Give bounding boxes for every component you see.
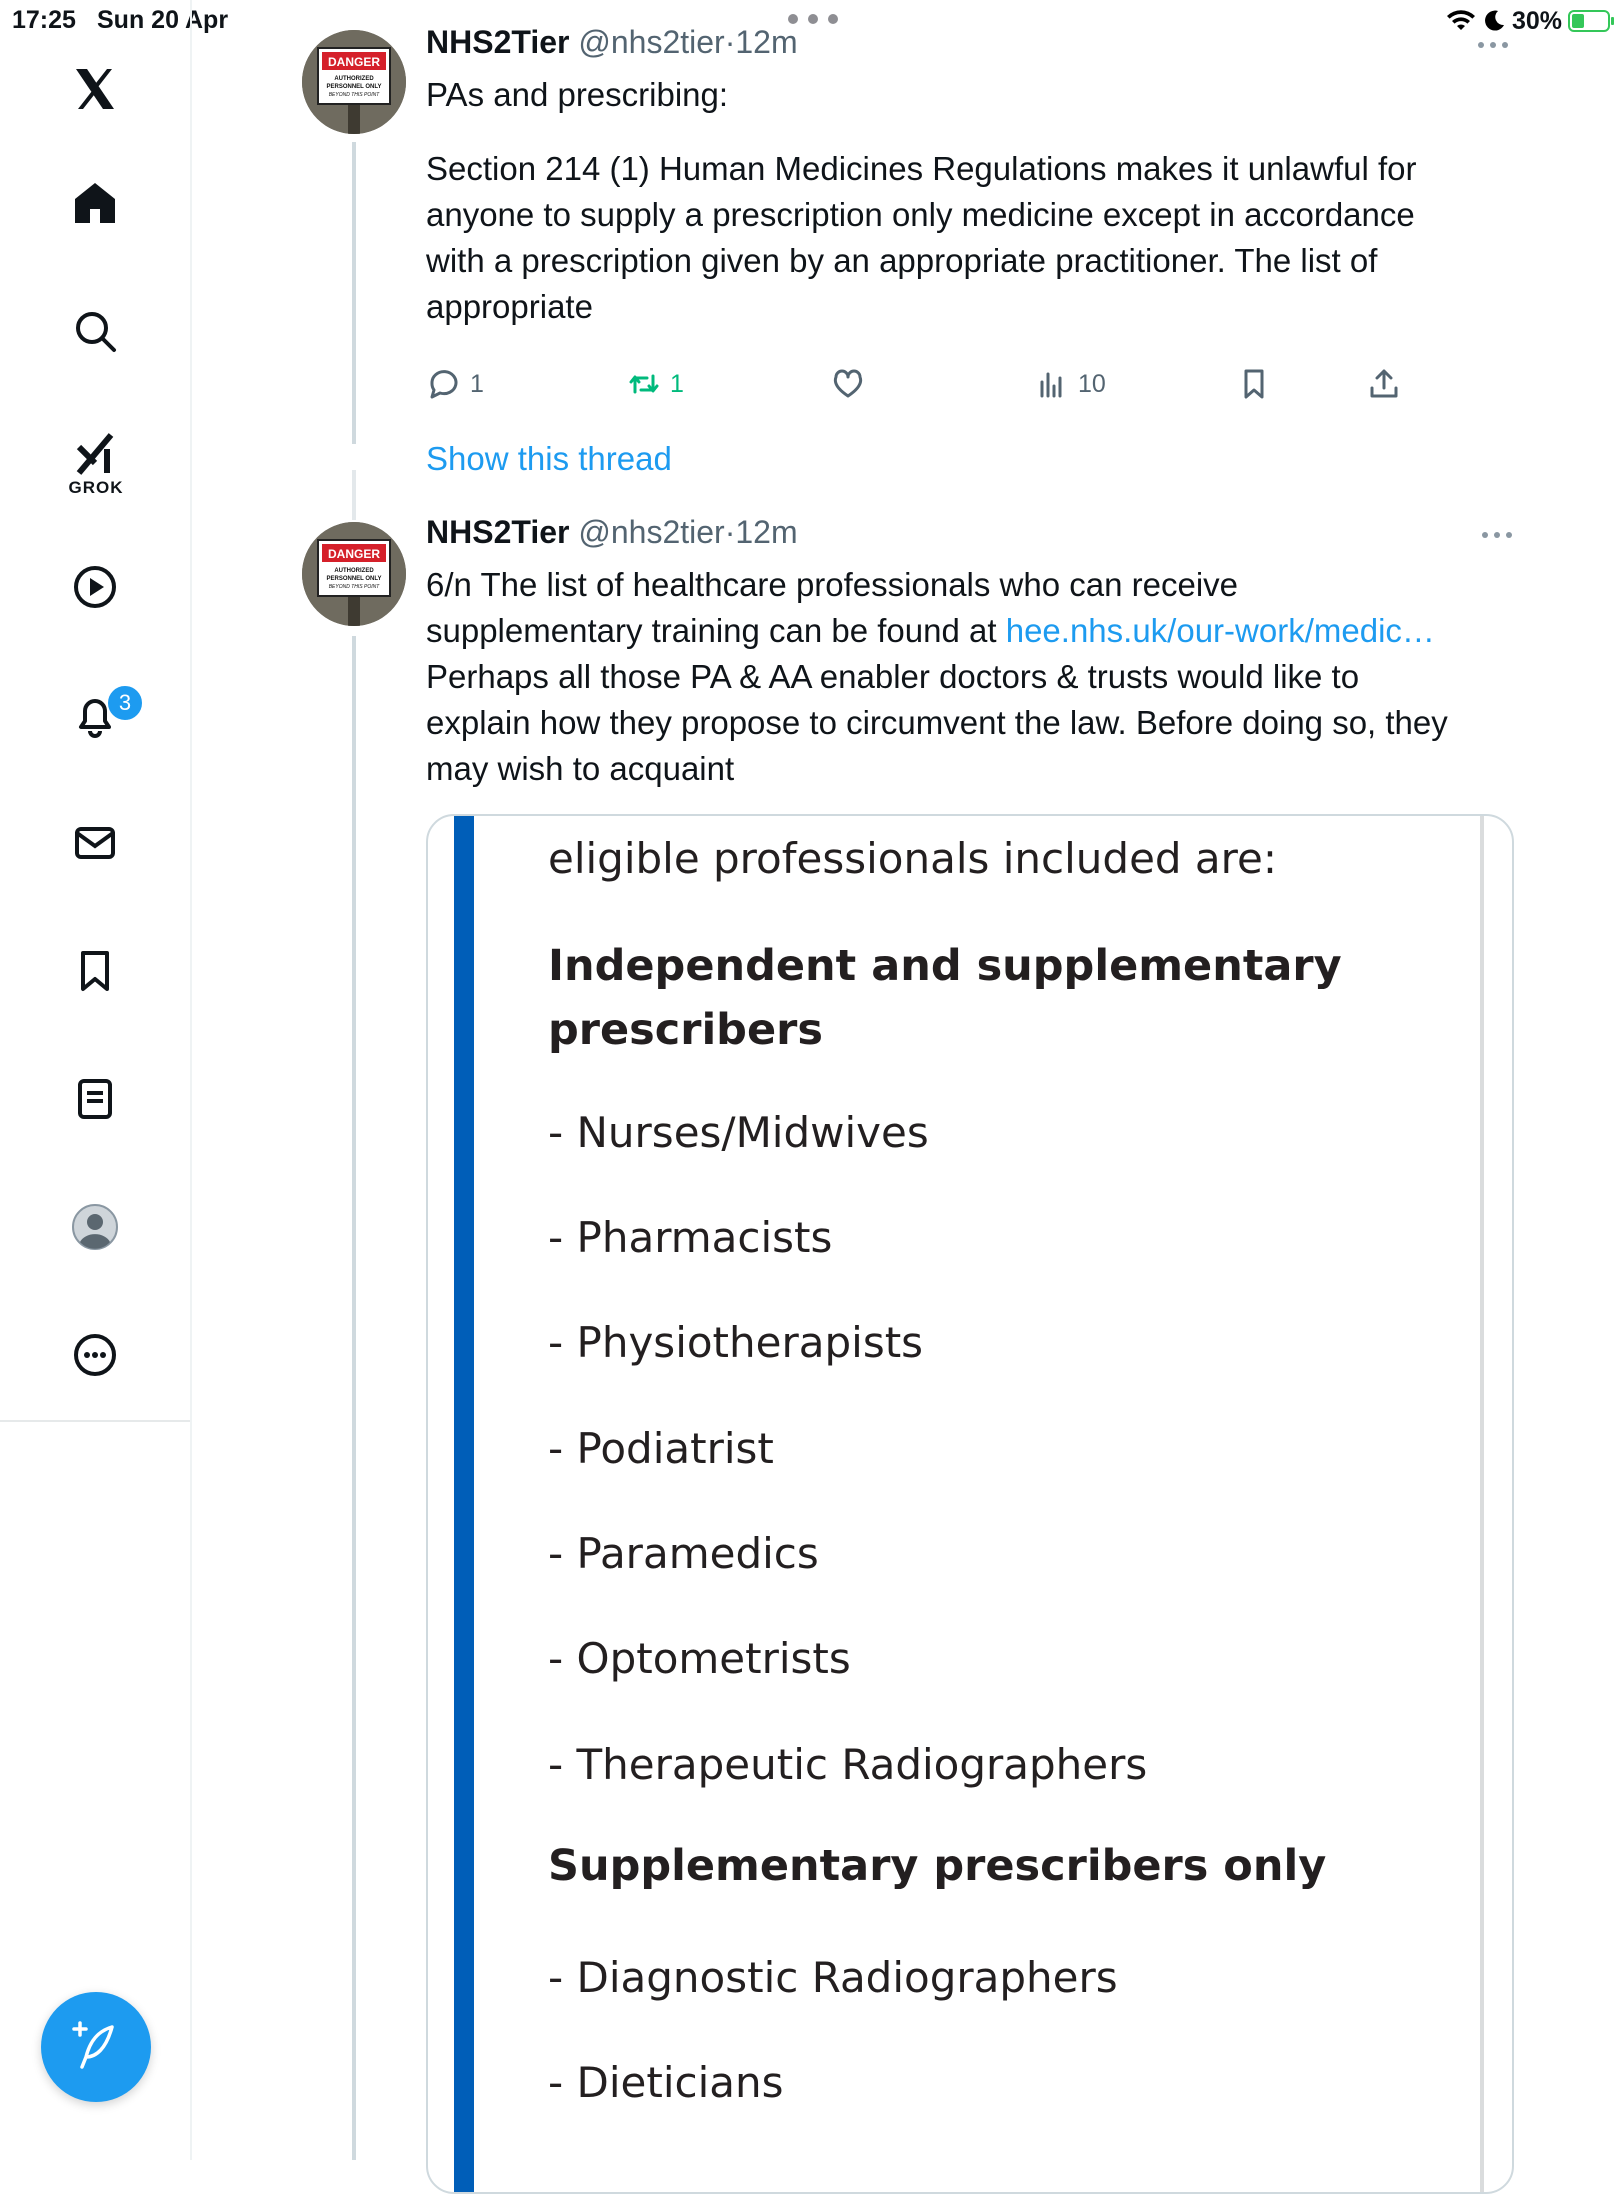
svg-text:DANGER: DANGER [327,55,381,69]
bookmark-icon[interactable] [62,938,128,1004]
tweet-link[interactable]: hee.nhs.uk/our-work/medic… [1005,612,1435,649]
status-indicators [1446,4,1610,38]
doc-intro: eligible professionals included are: [548,834,1277,883]
sidebar [0,0,192,2160]
more-icon[interactable] [62,1322,128,1388]
doc-list-item: - Paramedics [548,1529,819,1578]
svg-text:PERSONNEL ONLY: PERSONNEL ONLY [326,84,382,90]
reply-icon [426,366,462,402]
grok-icon[interactable] [62,420,128,486]
doc-list-item: - Physiotherapists [548,1318,924,1367]
views-button[interactable] [1034,362,1106,406]
tweet-line: may wish to acquaint [426,750,735,787]
x-logo-icon[interactable] [62,56,128,122]
tweet-header [426,514,798,551]
doc-list-item: - Pharmacists [548,1213,833,1262]
doc-list-item: - Diagnostic Radiographers [548,1953,1118,2002]
lists-icon[interactable] [62,1066,128,1132]
share-icon [1366,366,1402,402]
repost-count: 1 [670,369,684,398]
status-date: Sun 20 Apr [97,6,229,34]
tweet-line: PAs and prescribing: [426,76,729,113]
battery-percent: 30% [1511,6,1562,35]
heart-icon [830,366,866,402]
tweet-line-prefix: supplementary training can be found at [426,612,1006,649]
sidebar-divider [0,1420,190,1422]
video-icon[interactable] [62,554,128,620]
display-name[interactable]: NHS2Tier [426,514,570,550]
tweet-line-spacer [426,118,1506,146]
analytics-icon [1034,366,1070,402]
doc-heading: Independent and supplementary prescribers [548,941,1342,1055]
svg-text:DANGER: DANGER [327,547,381,561]
tweet-line: explain how they propose to circumvent the law. Before doing so, they [426,704,1448,741]
multitasking-handle[interactable] [788,14,838,24]
tweet-media-image[interactable] [426,814,1514,2194]
handle[interactable]: @nhs2tier [578,514,725,550]
tweet-line: appropriate [426,288,593,325]
tweet-text [426,72,1506,330]
compose-post-button[interactable] [41,1992,151,2102]
avatar[interactable] [302,522,406,626]
share-button[interactable] [1366,362,1402,406]
show-thread-link[interactable]: Show this thread [426,440,672,477]
status-bar [0,0,1620,40]
wifi-icon [1446,9,1476,33]
views-count: 10 [1078,369,1106,398]
tweet-header [426,24,798,61]
status-time: 17:25 [12,6,76,34]
tweet-line: anyone to supply a prescription only medicine except in accordance [426,196,1415,233]
home-icon[interactable] [62,170,128,236]
thread-line-connector [352,470,356,520]
tweet-actions [426,362,1426,406]
feather-plus-icon [68,2019,124,2075]
doc-list-item: - Therapeutic Radiographers [548,1740,1148,1789]
mail-icon[interactable] [62,810,128,876]
doc-list-item: - Nurses/Midwives [548,1108,929,1157]
grok-label: GROK [68,478,124,497]
separator: · [724,24,736,60]
tweet-line: 6/n The list of healthcare professionals who can receive [426,566,1239,603]
reply-count: 1 [470,369,484,398]
thread-line [352,142,356,444]
tweet-text [426,562,1506,792]
svg-text:AUTHORIZED: AUTHORIZED [334,76,374,82]
tweet-line [426,608,1506,654]
svg-text:BEYOND THIS POINT: BEYOND THIS POINT [328,92,380,98]
separator: · [724,514,736,550]
tweet-line: Perhaps all those PA & AA enabler doctors & trusts would like to [426,658,1360,695]
thread-line [352,636,356,2160]
page-edge [1480,816,1484,2192]
tweet-line: Section 214 (1) Human Medicines Regulations makes it unlawful for [426,150,1417,187]
battery-icon [1568,10,1610,32]
svg-text:AUTHORIZED: AUTHORIZED [334,568,374,574]
nhs-blue-stripe [454,816,474,2192]
moon-icon [1482,9,1506,33]
bookmark-icon [1236,366,1272,402]
svg-text:PERSONNEL ONLY: PERSONNEL ONLY [326,576,382,582]
notifications-badge: 3 [106,684,144,722]
doc-list-item: - Podiatrist [548,1424,774,1473]
tweet-more-icon[interactable] [1482,532,1516,540]
reply-button[interactable] [426,362,484,406]
avatar[interactable] [302,30,406,134]
search-icon[interactable] [62,298,128,364]
profile-icon[interactable] [62,1194,128,1260]
repost-icon [626,366,662,402]
bookmark-button[interactable] [1236,362,1272,406]
tweet-more-icon[interactable] [1478,42,1512,50]
tweet-line: with a prescription given by an appropriate practitioner. The list of [426,242,1378,279]
doc-list-item: - Dieticians [548,2058,784,2107]
svg-text:BEYOND THIS POINT: BEYOND THIS POINT [328,584,380,590]
timestamp[interactable]: 12m [735,514,798,550]
like-button[interactable] [830,362,866,406]
doc-heading: Supplementary prescribers only [548,1841,1327,1891]
doc-list-item: - Optometrists [548,1634,851,1683]
handle[interactable]: @nhs2tier [578,24,725,60]
timestamp[interactable]: 12m [735,24,798,60]
display-name[interactable]: NHS2Tier [426,24,570,60]
repost-button[interactable] [626,362,684,406]
